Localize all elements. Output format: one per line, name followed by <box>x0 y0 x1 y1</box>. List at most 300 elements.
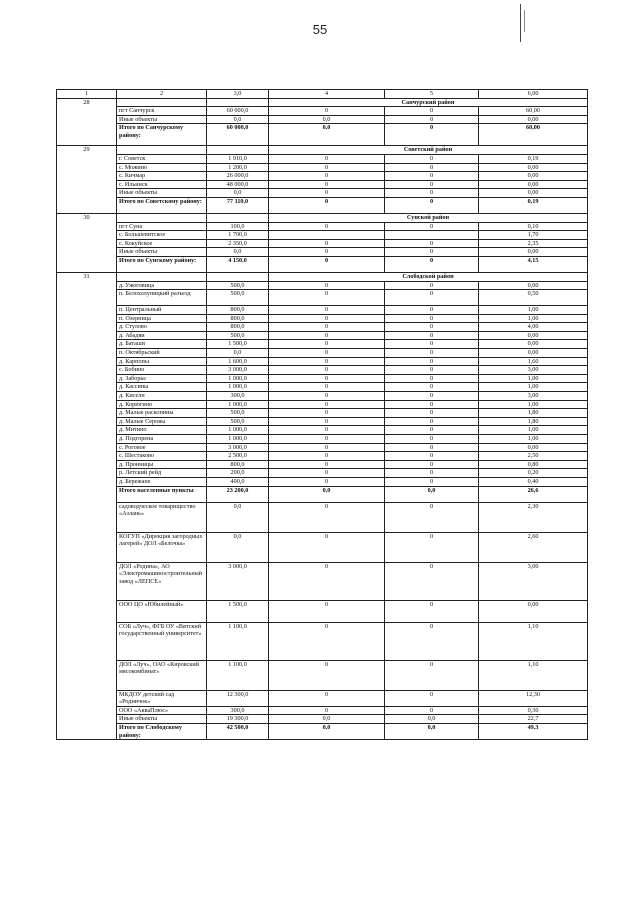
value-col5: 0 <box>385 409 479 418</box>
value-col4: 0 <box>269 477 385 486</box>
table-row <box>57 340 588 349</box>
table-row <box>57 124 588 146</box>
place-name: с. Кокуйское <box>117 239 207 248</box>
table-row <box>57 107 588 116</box>
place-name: пгт Суна <box>117 222 207 231</box>
value-col5: 0 <box>385 124 479 146</box>
header-cell: 1 <box>57 90 117 99</box>
table-row <box>57 180 588 189</box>
value-col6: 2,60 <box>479 532 588 562</box>
value-col4: 0 <box>269 469 385 478</box>
value-col6: 3,00 <box>479 562 588 600</box>
value-col4: 0 <box>269 172 385 181</box>
table-row <box>57 443 588 452</box>
value-col4: 0 <box>269 222 385 231</box>
place-name: д. Корюгино <box>117 400 207 409</box>
value-col5: 0 <box>385 690 479 706</box>
value-col6: 0,00 <box>479 340 588 349</box>
empty-cell <box>207 213 269 222</box>
value-col4: 0 <box>269 706 385 715</box>
place-name: Итого по Сунскому району: <box>117 256 207 272</box>
place-name: МКДОУ детский сад «Родничок» <box>117 690 207 706</box>
value-col4: 0 <box>269 660 385 690</box>
value-col4: 0 <box>269 189 385 198</box>
place-name: ДОЛ «Луч», ОАО «Кировский мясокомбинат» <box>117 660 207 690</box>
value-col4: 0 <box>269 417 385 426</box>
header-cell: 4 <box>269 90 385 99</box>
table-row <box>57 349 588 358</box>
value-col4 <box>269 231 385 240</box>
table-row <box>57 154 588 163</box>
value-col4: 0 <box>269 435 385 444</box>
value-col5: 0 <box>385 256 479 272</box>
value-col3: 400,0 <box>207 477 269 486</box>
table-row <box>57 222 588 231</box>
place-name: Иные объекты <box>117 248 207 257</box>
value-col6: 3,00 <box>479 366 588 375</box>
value-col6: 2,30 <box>479 502 588 532</box>
value-col3: 1 500,0 <box>207 340 269 349</box>
place-name: д. Заборье <box>117 374 207 383</box>
value-col4: 0 <box>269 357 385 366</box>
table-row <box>57 115 588 124</box>
value-col4: 0 <box>269 366 385 375</box>
value-col6: 1,00 <box>479 374 588 383</box>
value-col4: 0 <box>269 622 385 660</box>
value-col3: 77 110,0 <box>207 197 269 213</box>
value-col6: 1,80 <box>479 417 588 426</box>
value-col4: 0 <box>269 306 385 315</box>
value-col3: 3 000,0 <box>207 366 269 375</box>
value-col5: 0 <box>385 366 479 375</box>
value-col6: 0,00 <box>479 281 588 290</box>
value-col3: 200,0 <box>207 469 269 478</box>
table-row <box>57 435 588 444</box>
place-name: п. Октябрьский <box>117 349 207 358</box>
value-col3: 500,0 <box>207 417 269 426</box>
value-col6: 0,30 <box>479 706 588 715</box>
value-col3: 0,0 <box>207 532 269 562</box>
place-name: Итого по Советскому району: <box>117 197 207 213</box>
value-col4: 0 <box>269 239 385 248</box>
value-col4: 0 <box>269 690 385 706</box>
table-row <box>57 323 588 332</box>
place-name: с. Роговое <box>117 443 207 452</box>
value-col5: 0 <box>385 314 479 323</box>
table-row <box>57 469 588 478</box>
value-col3: 1 600,0 <box>207 357 269 366</box>
place-name: д. Малые раскопины <box>117 409 207 418</box>
table-row <box>57 256 588 272</box>
value-col5: 0 <box>385 172 479 181</box>
value-col5: 0 <box>385 323 479 332</box>
value-col5: 0 <box>385 154 479 163</box>
district-row <box>57 213 588 222</box>
value-col4: 0 <box>269 426 385 435</box>
table-row <box>57 306 588 315</box>
value-col4: 0,0 <box>269 715 385 724</box>
header-cell: 3,0 <box>207 90 269 99</box>
value-col6: 0,80 <box>479 460 588 469</box>
value-col6: 1,80 <box>479 409 588 418</box>
value-col4: 0 <box>269 281 385 290</box>
value-col3: 0,0 <box>207 115 269 124</box>
value-col3: 500,0 <box>207 409 269 418</box>
empty-cell <box>207 146 269 155</box>
value-col3: 60 000,0 <box>207 107 269 116</box>
value-col4: 0 <box>269 248 385 257</box>
place-name: д. Карпопы <box>117 357 207 366</box>
value-col4: 0 <box>269 452 385 461</box>
value-col6: 0,20 <box>479 469 588 478</box>
value-col4: 0,0 <box>269 723 385 739</box>
value-col4: 0 <box>269 180 385 189</box>
value-col3: 4 150,0 <box>207 256 269 272</box>
value-col6: 0,00 <box>479 248 588 257</box>
value-col4: 0 <box>269 409 385 418</box>
value-col6: 1,70 <box>479 231 588 240</box>
place-name: с. Можино <box>117 163 207 172</box>
value-col4: 0 <box>269 383 385 392</box>
value-col4: 0 <box>269 562 385 600</box>
header-cell: 2 <box>117 90 207 99</box>
district-title: Санчурский район <box>269 98 588 107</box>
place-name: д. Стулово <box>117 323 207 332</box>
value-col5: 0,0 <box>385 486 479 502</box>
value-col5: 0 <box>385 357 479 366</box>
value-col5: 0 <box>385 163 479 172</box>
place-name: д. Пронницы <box>117 460 207 469</box>
place-name: п. Озерница <box>117 314 207 323</box>
scan-mark <box>524 10 525 32</box>
value-col5: 0 <box>385 374 479 383</box>
district-row <box>57 98 588 107</box>
place-name: д. Подгорена <box>117 435 207 444</box>
value-col4: 0 <box>269 107 385 116</box>
value-col3: 500,0 <box>207 281 269 290</box>
value-col3: 3 000,0 <box>207 562 269 600</box>
value-col3: 1 200,0 <box>207 163 269 172</box>
value-col6: 1,10 <box>479 622 588 660</box>
value-col5 <box>385 231 479 240</box>
value-col6: 26,6 <box>479 486 588 502</box>
value-col5: 0 <box>385 600 479 622</box>
value-col5: 0 <box>385 115 479 124</box>
place-name: д. Баташи <box>117 340 207 349</box>
value-col5: 0 <box>385 562 479 600</box>
place-name: Иные объекты <box>117 189 207 198</box>
place-name: с. Большевитское <box>117 231 207 240</box>
value-col5: 0 <box>385 281 479 290</box>
header-row <box>57 90 588 99</box>
value-col3: 1 700,0 <box>207 231 269 240</box>
value-col5: 0 <box>385 107 479 116</box>
value-col4: 0 <box>269 443 385 452</box>
value-col6: 49,3 <box>479 723 588 739</box>
value-col5: 0 <box>385 239 479 248</box>
value-col6: 0,00 <box>479 163 588 172</box>
table-row <box>57 383 588 392</box>
place-name: СОБ «Луч», ФГБ ОУ «Вятский государственный университет» <box>117 622 207 660</box>
table-row <box>57 600 588 622</box>
value-col6: 4,00 <box>479 323 588 332</box>
value-col6: 0,00 <box>479 443 588 452</box>
value-col5: 0 <box>385 435 479 444</box>
value-col6: 1,00 <box>479 306 588 315</box>
table-row <box>57 502 588 532</box>
place-name: с. Шестаково <box>117 452 207 461</box>
value-col5: 0 <box>385 197 479 213</box>
value-col3: 1 100,0 <box>207 622 269 660</box>
empty-cell <box>207 98 269 107</box>
group-number: 31 <box>57 272 117 739</box>
value-col5: 0 <box>385 660 479 690</box>
table-row <box>57 314 588 323</box>
table-row <box>57 172 588 181</box>
value-col5: 0 <box>385 392 479 401</box>
value-col4: 0 <box>269 600 385 622</box>
value-col6: 0,50 <box>479 290 588 306</box>
place-name: с. Кичмар <box>117 172 207 181</box>
value-col6: 3,00 <box>479 392 588 401</box>
value-col3: 1 000,0 <box>207 383 269 392</box>
value-col3: 300,0 <box>207 392 269 401</box>
value-col6: 12,30 <box>479 690 588 706</box>
place-name: п. Белохолуницкий разъезд <box>117 290 207 306</box>
value-col4: 0 <box>269 323 385 332</box>
value-col6: 0,00 <box>479 115 588 124</box>
value-col6: 0,40 <box>479 477 588 486</box>
value-col5: 0 <box>385 426 479 435</box>
value-col4: 0 <box>269 392 385 401</box>
value-col5: 0 <box>385 222 479 231</box>
place-name: с. Ильинск <box>117 180 207 189</box>
group-number: 29 <box>57 146 117 214</box>
value-col6: 0,00 <box>479 189 588 198</box>
table-row <box>57 163 588 172</box>
district-row <box>57 272 588 281</box>
table-row <box>57 197 588 213</box>
value-col4: 0 <box>269 502 385 532</box>
value-col4: 0,0 <box>269 486 385 502</box>
scan-mark <box>520 4 521 42</box>
value-col3: 300,0 <box>207 706 269 715</box>
value-col4: 0 <box>269 197 385 213</box>
place-name: п. Центральный <box>117 306 207 315</box>
value-col3: 19 300,0 <box>207 715 269 724</box>
value-col5: 0 <box>385 417 479 426</box>
value-col3: 42 500,0 <box>207 723 269 739</box>
value-col6: 1,00 <box>479 400 588 409</box>
value-col5: 0 <box>385 331 479 340</box>
value-col3: 60 000,0 <box>207 124 269 146</box>
value-col4: 0 <box>269 290 385 306</box>
place-name: д. Малые Серовы <box>117 417 207 426</box>
place-name: д. Бережане <box>117 477 207 486</box>
value-col3: 3 000,0 <box>207 443 269 452</box>
value-col3: 1 500,0 <box>207 600 269 622</box>
empty-cell <box>207 272 269 281</box>
value-col3: 2 350,0 <box>207 239 269 248</box>
place-name: с. Бобино <box>117 366 207 375</box>
value-col4: 0 <box>269 163 385 172</box>
value-col5: 0 <box>385 189 479 198</box>
value-col5: 0 <box>385 622 479 660</box>
value-col6: 1,00 <box>479 426 588 435</box>
value-col3: 800,0 <box>207 460 269 469</box>
value-col3: 500,0 <box>207 331 269 340</box>
table-row <box>57 374 588 383</box>
value-col6: 2,50 <box>479 452 588 461</box>
place-name: пгт Санчурск <box>117 107 207 116</box>
value-col3: 500,0 <box>207 290 269 306</box>
value-col3: 2 500,0 <box>207 452 269 461</box>
place-name: Итого по Санчурскому району: <box>117 124 207 146</box>
place-name: Иные объекты <box>117 715 207 724</box>
table-row <box>57 486 588 502</box>
table-row <box>57 231 588 240</box>
value-col4: 0 <box>269 374 385 383</box>
value-col6: 0,00 <box>479 172 588 181</box>
value-col3: 1 000,0 <box>207 374 269 383</box>
value-col4: 0 <box>269 532 385 562</box>
table-row <box>57 460 588 469</box>
value-col5: 0 <box>385 248 479 257</box>
place-name: г. Советск <box>117 154 207 163</box>
value-col6: 0,00 <box>479 331 588 340</box>
value-col3: 1 910,0 <box>207 154 269 163</box>
value-col6: 0,00 <box>479 180 588 189</box>
table-row <box>57 400 588 409</box>
value-col6: 0,10 <box>479 222 588 231</box>
table-row <box>57 189 588 198</box>
value-col4: 0 <box>269 331 385 340</box>
table-row <box>57 452 588 461</box>
place-name: садоводческое товарищество «Азлань» <box>117 502 207 532</box>
place-name: р. Летский рейд <box>117 469 207 478</box>
district-row <box>57 146 588 155</box>
group-number: 28 <box>57 98 117 146</box>
table-row <box>57 331 588 340</box>
table-row <box>57 477 588 486</box>
value-col5: 0 <box>385 706 479 715</box>
value-col3: 0,0 <box>207 502 269 532</box>
table-row <box>57 366 588 375</box>
place-name: д. Ужоговица <box>117 281 207 290</box>
empty-cell <box>117 213 207 222</box>
value-col5: 0 <box>385 452 479 461</box>
value-col3: 800,0 <box>207 323 269 332</box>
table-row <box>57 392 588 401</box>
value-col6: 60,00 <box>479 124 588 146</box>
data-table <box>56 89 588 740</box>
table-row <box>57 417 588 426</box>
value-col3: 12 300,0 <box>207 690 269 706</box>
value-col5: 0 <box>385 532 479 562</box>
value-col4: 0 <box>269 400 385 409</box>
value-col5: 0,0 <box>385 715 479 724</box>
value-col3: 23 200,0 <box>207 486 269 502</box>
place-name: ООО «АкваПлюс» <box>117 706 207 715</box>
table-row <box>57 723 588 739</box>
table-row <box>57 281 588 290</box>
value-col6: 1,60 <box>479 357 588 366</box>
value-col3: 800,0 <box>207 306 269 315</box>
value-col5: 0 <box>385 383 479 392</box>
value-col6: 2,35 <box>479 239 588 248</box>
district-title: Советский район <box>269 146 588 155</box>
table-row <box>57 426 588 435</box>
place-name: ДОЛ «Родина», АО «Электромашиностроительный завод «ЛЕПСЕ» <box>117 562 207 600</box>
table-row <box>57 562 588 600</box>
place-name: д. Кассины <box>117 383 207 392</box>
place-name: ООО ЦО «Юбилейный» <box>117 600 207 622</box>
table-row <box>57 715 588 724</box>
table-row <box>57 409 588 418</box>
district-title: Слободской район <box>269 272 588 281</box>
place-name: Иные объекты <box>117 115 207 124</box>
empty-cell <box>117 98 207 107</box>
value-col4: 0 <box>269 460 385 469</box>
value-col5: 0 <box>385 290 479 306</box>
value-col4: 0 <box>269 340 385 349</box>
value-col6: 1,00 <box>479 314 588 323</box>
empty-cell <box>117 146 207 155</box>
value-col3: 0,0 <box>207 248 269 257</box>
header-cell: 5 <box>385 90 479 99</box>
value-col3: 800,0 <box>207 314 269 323</box>
value-col6: 0,00 <box>479 349 588 358</box>
district-title: Сунской район <box>269 213 588 222</box>
value-col5: 0 <box>385 400 479 409</box>
page-number: 55 <box>312 22 328 37</box>
value-col5: 0 <box>385 306 479 315</box>
table-row <box>57 357 588 366</box>
value-col3: 1 000,0 <box>207 435 269 444</box>
value-col4: 0 <box>269 349 385 358</box>
value-col5: 0 <box>385 469 479 478</box>
value-col5: 0 <box>385 502 479 532</box>
value-col6: 1,10 <box>479 660 588 690</box>
value-col6: 60,00 <box>479 107 588 116</box>
place-name: д. Абадяи <box>117 331 207 340</box>
header-cell: 6,00 <box>479 90 588 99</box>
value-col4: 0 <box>269 154 385 163</box>
empty-cell <box>117 272 207 281</box>
table-row <box>57 248 588 257</box>
value-col6: 1,00 <box>479 383 588 392</box>
value-col4: 0 <box>269 314 385 323</box>
table-row <box>57 290 588 306</box>
table-row <box>57 660 588 690</box>
place-name: д. Киселн <box>117 392 207 401</box>
value-col5: 0,0 <box>385 723 479 739</box>
place-name: Итого по Слободскому району: <box>117 723 207 739</box>
value-col4: 0,0 <box>269 115 385 124</box>
value-col6: 0,00 <box>479 600 588 622</box>
group-number: 30 <box>57 213 117 272</box>
table-row <box>57 532 588 562</box>
value-col3: 0,0 <box>207 349 269 358</box>
value-col3: 48 000,0 <box>207 180 269 189</box>
table-row <box>57 706 588 715</box>
table-row <box>57 239 588 248</box>
value-col6: 0,19 <box>479 197 588 213</box>
place-name: д. Митино <box>117 426 207 435</box>
value-col5: 0 <box>385 477 479 486</box>
value-col4: 0,0 <box>269 124 385 146</box>
table-row <box>57 690 588 706</box>
